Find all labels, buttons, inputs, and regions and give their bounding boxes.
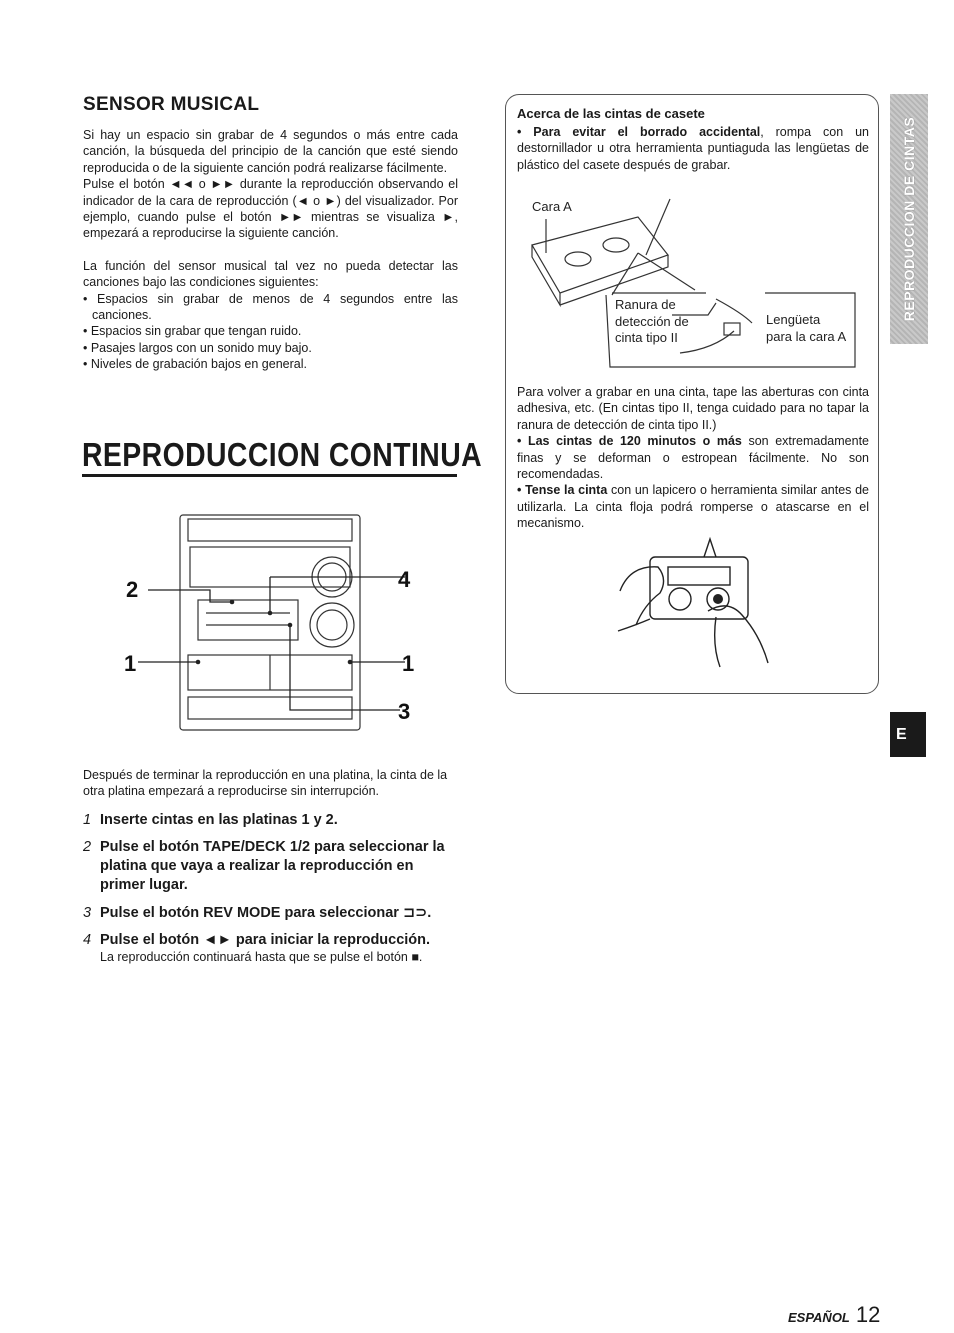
label-lengueta-1: Lengüeta — [766, 312, 821, 327]
sensor-body — [83, 127, 458, 373]
section-title-continua: REPRODUCCION CONTINUA — [82, 436, 483, 473]
label-lengueta-2: para la cara A — [766, 329, 847, 344]
label-ranura-3: cinta tipo II — [615, 330, 678, 345]
step-3 — [83, 904, 458, 923]
stereo-unit-illustration — [110, 505, 430, 740]
bullet-1-bold: • Para evitar el borrado accidental — [517, 125, 761, 139]
cassette-box-title: Acerca de las cintas de casete — [517, 106, 705, 121]
callout-1-left: 1 — [124, 651, 137, 676]
callout-3: 3 — [398, 699, 411, 724]
bullet-2-text: son extremadamente finas y se deforman o estropean fácilmente. No son recomendadas. — [517, 434, 870, 482]
step-text: Pulse el botón ◄► para iniciar la reproducción. — [100, 932, 431, 948]
bullet-3-bold: • Tense la cinta — [517, 483, 608, 498]
sensor-paragraph-3: La función del sensor musical tal vez no pueda detectar las canciones bajo las condiciones siguientes: — [83, 258, 458, 290]
section-tab — [890, 94, 928, 344]
continua-intro: Después de terminar la reproducción en una platina, la cinta de la otra platina empezará a reproducirse sin interrupción. — [83, 768, 448, 799]
step-number: 4 — [83, 932, 92, 948]
step-4-note: La reproducción continuará hasta que se pulse el botón ■. — [100, 950, 423, 964]
step-number: 2 — [83, 839, 92, 855]
section-tab-label: REPRODUCCION DE CINTAS — [901, 116, 917, 322]
cassette-bullet-1 — [517, 124, 869, 173]
footer-language: ESPAÑOL — [788, 1310, 850, 1325]
title-underline — [82, 474, 457, 477]
cassette-box-text — [517, 384, 869, 532]
step-text: Pulse el botón TAPE/DECK 1/2 para seleccionar la platina que vaya a realizar la reproducción en primer lugar. — [100, 839, 445, 893]
callout-4: 4 — [398, 567, 411, 592]
step-text: Pulse el botón REV MODE para seleccionar ⊐⊃. — [100, 905, 432, 921]
bullet-3-text: con un lapicero o herramienta similar antes de utilizarla. La cinta floja podrá romperse o atascarse en el mecanismo. — [517, 483, 870, 531]
label-ranura-1: Ranura de — [615, 297, 676, 312]
step-1 — [83, 811, 458, 830]
sensor-paragraph-1: Si hay un espacio sin grabar de 4 segundos o más entre cada canción, la búsqueda del principio de la canción que esté siendo reproducida o de la siguiente canción podrá realizarse fácilmente. — [83, 128, 458, 175]
language-tab: E — [890, 712, 926, 757]
step-text: Inserte cintas en las platinas 1 y 2. — [100, 812, 338, 828]
cassette-tab-illustration — [520, 195, 865, 375]
step-2 — [83, 838, 458, 895]
bullet-2-bold: • Las cintas de 120 minutos o más — [517, 434, 742, 449]
callout-1-right: 1 — [402, 651, 415, 676]
page-footer — [788, 1302, 880, 1328]
step-number: 3 — [83, 905, 92, 921]
cassette-paragraph-2: Para volver a grabar en una cinta, tape las aberturas con cinta adhesiva, etc. (En cintas tipo II, tenga cuidado para no tapar la ranura de detección de cinta tipo II.) — [517, 385, 869, 432]
sensor-bullet: • Espacios sin grabar que tengan ruido. — [83, 324, 302, 339]
page-number: 12 — [855, 1302, 881, 1327]
label-ranura-2: detección de — [615, 314, 689, 329]
bullet-1-text: , rompa con un destornillador u otra herramienta puntiaguda las lengüetas de plástico del casete después de grabar. — [517, 125, 869, 172]
step-number: 1 — [83, 812, 92, 828]
hand-tightening-tape-illustration — [612, 535, 777, 670]
sensor-bullet: • Espacios sin grabar de menos de 4 segundos entre las canciones. — [83, 291, 458, 323]
sensor-paragraph-2: Pulse el botón ◄◄ o ►► durante la reproducción observando el indicador de la cara de reproducción (◄ o ►) del visualizador. Por ejemplo, cuando pulse el botón ►► mientras se visualiza ►, empezará a reproducirse la siguiente canción. — [83, 177, 458, 241]
callout-2: 2 — [126, 577, 139, 602]
sensor-bullet: • Niveles de grabación bajos en general. — [83, 357, 307, 372]
label-side-a: Cara A — [532, 199, 572, 214]
sensor-bullet: • Pasajes largos con un sonido muy bajo. — [83, 340, 312, 355]
step-4 — [83, 931, 458, 950]
section-title-sensor: SENSOR MUSICAL — [83, 94, 260, 115]
